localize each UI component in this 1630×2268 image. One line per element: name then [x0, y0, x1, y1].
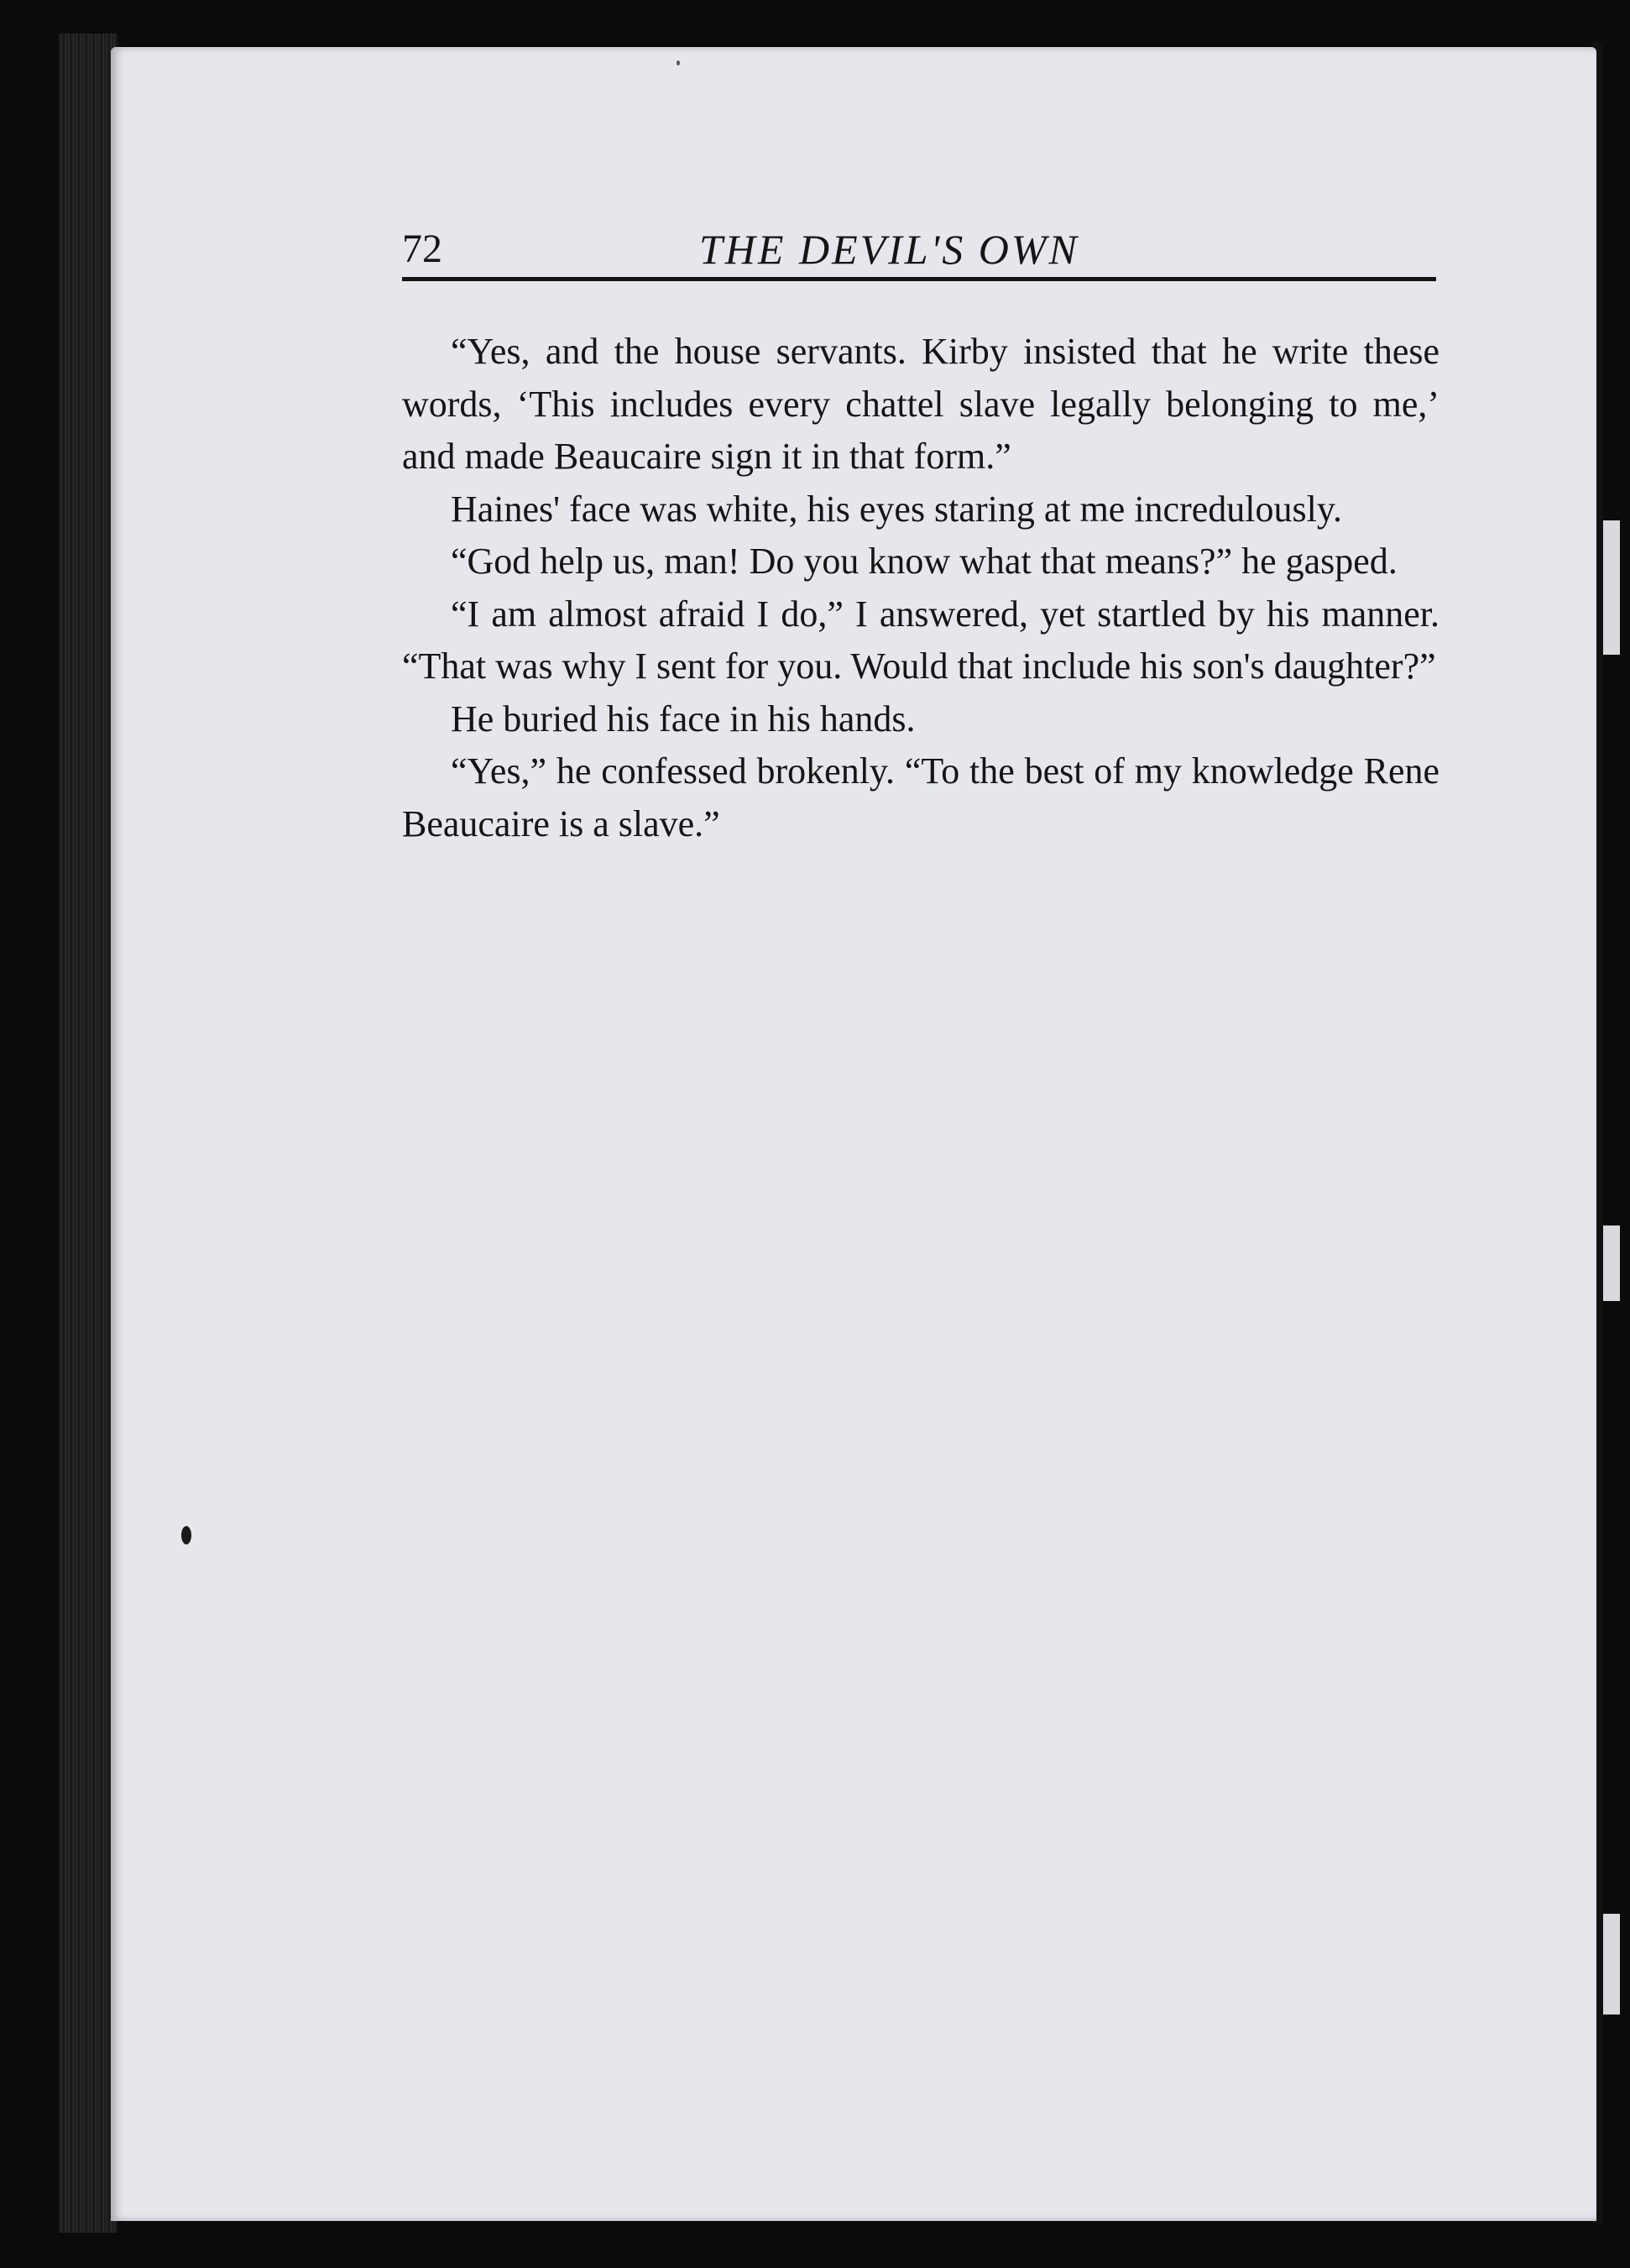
- paragraph: “Yes, and the house servants. Kirby insisted that he write these words, ‘This includes every chattel slave legally belonging to me,’ and made Beaucaire sign it in that form.”: [402, 331, 1439, 477]
- paragraph: Haines' face was white, his eyes staring at me incredulously.: [451, 488, 1342, 530]
- paragraph: “I am almost afraid I do,” I answered, yet startled by his manner. “That was why I sent for you. Would that include his son's daughter?”: [402, 593, 1439, 687]
- book-binding-edge: [59, 34, 118, 2233]
- paragraph: “Yes,” he confessed brokenly. “To the best of my knowledge Rene Beaucaire is a slave.”: [402, 750, 1439, 844]
- edge-highlight: [1603, 520, 1620, 655]
- edge-highlight: [1603, 1225, 1620, 1301]
- page-header: [402, 220, 1436, 279]
- paragraph: “God help us, man! Do you know what that means?” he gasped.: [451, 541, 1398, 582]
- page-number: 72: [402, 227, 442, 271]
- scan-speck: [677, 60, 680, 65]
- scan-mark: [181, 1526, 191, 1544]
- edge-highlight: [1603, 1914, 1620, 2015]
- running-head-title: THE DEVIL'S OWN: [699, 226, 1079, 273]
- page-body-text: [402, 326, 1439, 850]
- paragraph: He buried his face in his hands.: [451, 698, 916, 739]
- header-rule: [402, 277, 1436, 281]
